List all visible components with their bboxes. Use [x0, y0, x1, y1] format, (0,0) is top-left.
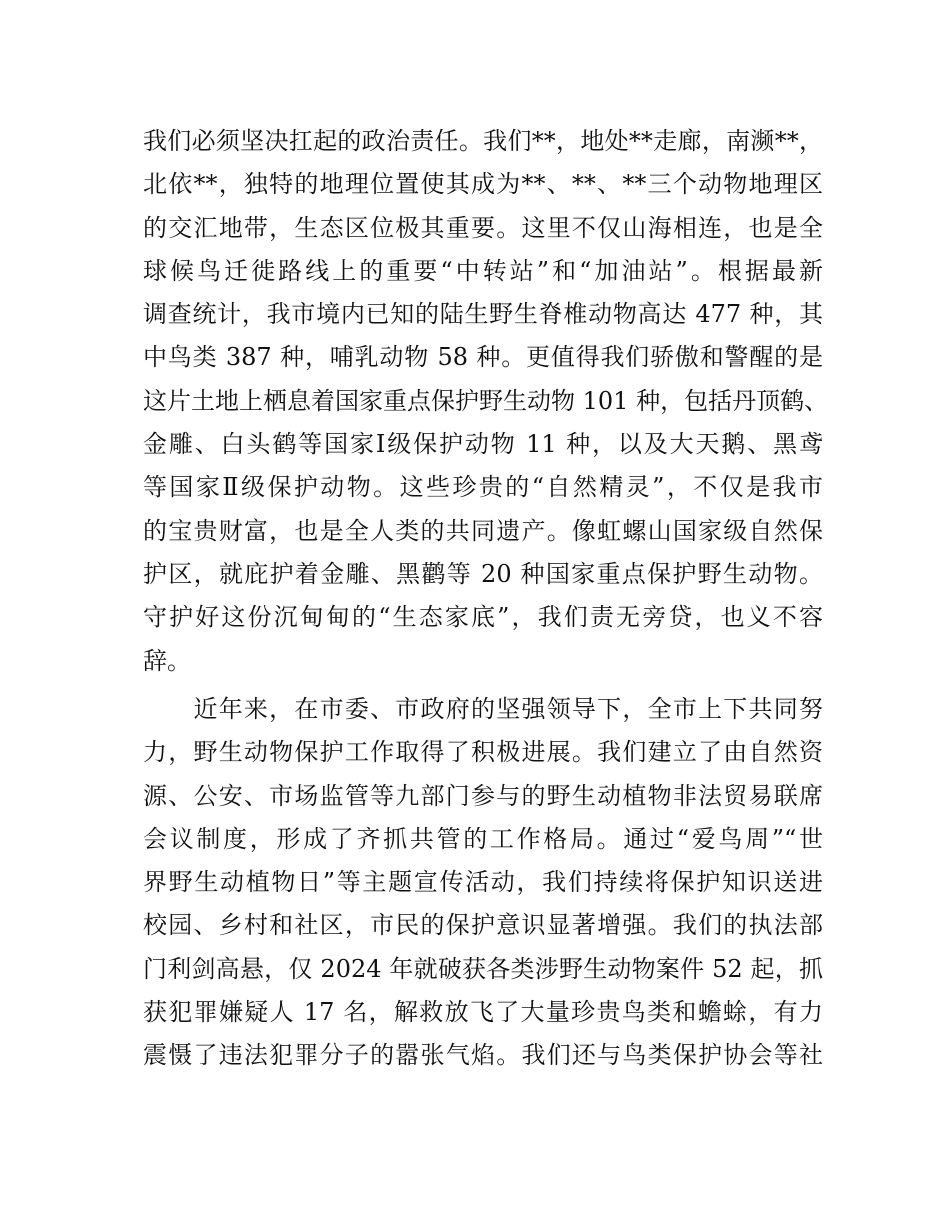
- text-line: 我们必须坚决扛起的政治责任。我们**，地处**走廊，南濒**，: [143, 127, 823, 155]
- text-line: 获犯罪嫌疑人 17 名，解救放飞了大量珍贵鸟类和蟾蜍，有力: [143, 998, 823, 1027]
- text-line: 源、公安、市场监管等九部门参与的野生动植物非法贸易联席: [143, 781, 823, 810]
- text-line: 校园、乡村和社区，市民的保护意识显著增强。我们的执法部: [143, 911, 823, 940]
- text-line: 球候鸟迁徙路线上的重要“中转站”和“加油站”。根据最新: [143, 256, 823, 285]
- text-line: 等国家Ⅱ级保护动物。这些珍贵的“自然精灵”，不仅是我市: [143, 473, 823, 502]
- text-line: 调查统计，我市境内已知的陆生野生脊椎动物高达 477 种，其: [143, 300, 823, 329]
- text-line: 力，野生动物保护工作取得了积极进展。我们建立了由自然资: [143, 738, 823, 767]
- text-line: 震慑了违法犯罪分子的嚣张气焰。我们还与鸟类保护协会等社: [143, 1041, 823, 1070]
- text-line: 的交汇地带，生态区位极其重要。这里不仅山海相连，也是全: [143, 213, 823, 242]
- text-line: 护区，就庇护着金雕、黑鹳等 20 种国家重点保护野生动物。: [143, 559, 823, 588]
- text-line: 北依**，独特的地理位置使其成为**、**、**三个动物地理区: [143, 170, 823, 199]
- text-line: 界野生动植物日”等主题宣传活动，我们持续将保护知识送进: [143, 868, 823, 897]
- text-line: 辞。: [143, 646, 191, 675]
- text-line: 门利剑高悬，仅 2024 年就破获各类涉野生动物案件 52 起，抓: [143, 954, 823, 983]
- text-line: 会议制度，形成了齐抓共管的工作格局。通过“爱鸟周”“世: [143, 824, 823, 853]
- text-line: 近年来，在市委、市政府的坚强领导下，全市上下共同努: [143, 695, 823, 723]
- text-line: 的宝贵财富，也是全人类的共同遗产。像虹螺山国家级自然保: [143, 516, 823, 545]
- text-line: 守护好这份沉甸甸的“生态家底”，我们责无旁贷，也义不容: [143, 603, 823, 632]
- paragraph-1: [143, 120, 829, 683]
- text-line: 这片土地上栖息着国家重点保护野生动物 101 种，包括丹顶鹤、: [143, 386, 829, 415]
- paragraph-2: [143, 688, 823, 1078]
- text-line: 金雕、白头鹤等国家Ⅰ级保护动物 11 种，以及大天鹅、黑鸢: [143, 430, 823, 459]
- text-line: 中鸟类 387 种，哺乳动物 58 种。更值得我们骄傲和警醒的是: [143, 343, 823, 372]
